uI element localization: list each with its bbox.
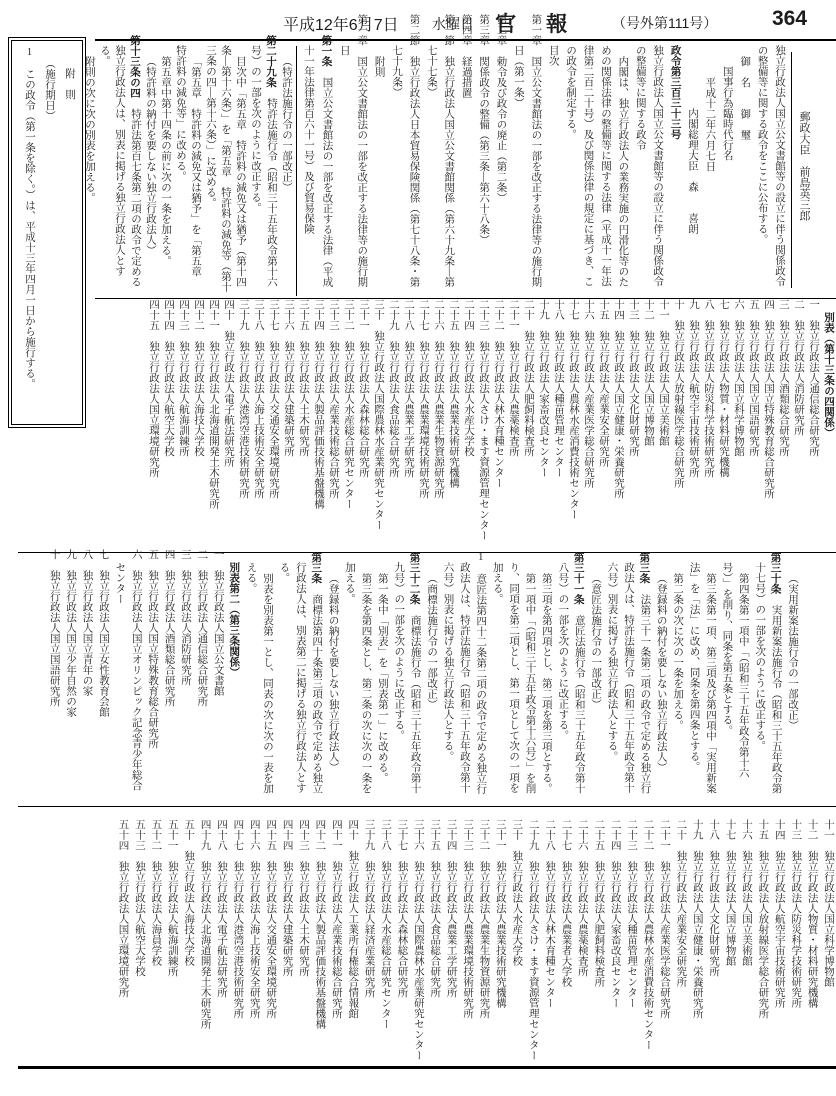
decree-paragraph: 第三項を第四項とし、第二項を第三項とする。	[540, 572, 552, 793]
corporation-list-item: 二十一 独立行政法人農薬検査所	[508, 299, 519, 457]
corporation-list-item: 三十一 独立行政法人農業技術研究機構	[494, 819, 506, 1009]
decree-paragraph: 「第五章 特許料の減免又は猶予」を「第五章 特許料の減免等」に改める。	[175, 45, 201, 287]
corporation-list-item: 十四 独立行政法人航空宇宙技術研究所	[773, 819, 785, 1009]
decree-paragraph: 独立行政法人国立公文書館等の設立に伴う関係政令の整備等に関する政令をここに公布する。	[756, 45, 785, 287]
corporation-list-item: 二十八 独立行政法人林木育種センター	[544, 819, 556, 1009]
corporation-list-item: 四十三 独立行政法人航海訓練所	[178, 299, 189, 457]
decree-paragraph: 第三十条 実用新案法施行令（昭和三十五年政令第十七号）の一部を次のように改正する。	[754, 551, 782, 793]
corporation-list-item: 三十一 独立行政法人森林総合研究所	[358, 299, 369, 478]
corporation-list-item: 四十八 独立行政法人電子航法研究所	[215, 819, 227, 998]
corporation-list-item: 十三 独立行政法人防災科学技術研究所	[790, 819, 802, 1009]
corporation-list-item: 二 独立行政法人消防研究所	[793, 299, 804, 436]
decree-paragraph: 第二条の次に次の一条を加える。	[672, 572, 684, 730]
appendix-table-1	[18, 299, 836, 548]
corporation-list-item: 二十九 独立行政法人さけ・ます資源管理センター	[527, 819, 539, 1061]
decree-paragraph: 政令第三百三十三号	[669, 45, 682, 140]
decree-paragraph: 独立行政法人国立公文書館等の設立に伴う関係政令の整備等に関する政令	[634, 45, 664, 287]
section-divider	[296, 46, 297, 296]
decree-paragraph: 内閣は、独立行政法人の業務実施の円滑化等のための関係法律の整備等に関する法律（平成十一年法律第二百二十号）及び関係法律の規定に基づき、この政令を制定する。	[565, 45, 629, 287]
corporation-list-item: 四十 独立行政法人工業所有権総合情報館	[347, 819, 359, 1019]
decree-paragraph: 第三条 商標法第四十条第三項の政令で定める独立行政法人は、別表第二に掲げる独立行政法人とする。	[278, 551, 323, 793]
corporation-list-item: 二十二 独立行政法人農林水産消費技術センター	[642, 819, 654, 1051]
corporation-list-item: 七 独立行政法人国立女性教育会館	[97, 549, 109, 718]
corporation-list-item: 三十八 独立行政法人海上技術安全研究所	[253, 299, 264, 499]
corporation-list-item: 三十三 独立行政法人産業技術総合研究所	[328, 299, 339, 499]
box-line: （施行期日）	[44, 57, 55, 121]
page-number: 364	[772, 7, 808, 30]
corporation-list-item: 四十六 独立行政法人海上技術安全研究所	[248, 819, 260, 1019]
corporation-list-item: 二十九 独立行政法人食品総合研究所	[388, 299, 399, 478]
corporation-list-item: 一 独立行政法人通信総合研究所	[808, 299, 819, 457]
corporation-list-item: 九 独立行政法人航空宇宙技術研究所	[688, 299, 699, 478]
corporation-list-item: 十八 独立行政法人文化財研究所	[708, 819, 720, 977]
corporation-list-item: 三十四 独立行政法人製品評価技術基盤機構	[313, 299, 324, 510]
decree-paragraph: 第三十二条 商標法施行令（昭和三十五年政令第十九号）の一部を次のように改正する。	[393, 551, 421, 793]
corporation-list-item: 四十 独立行政法人電子航法研究所	[223, 299, 234, 468]
corporation-list-item: 二十六 独立行政法人農薬検査所	[576, 819, 588, 977]
corporation-list-item: 十七 独立行政法人農林水産消費技術センター	[568, 299, 579, 520]
corporation-list-item: 七 独立行政法人物質・材料研究機構	[718, 299, 729, 478]
corporation-list-item: 六 独立行政法人国立科学博物館	[733, 299, 744, 457]
corporation-list-item: 三十五 独立行政法人食品総合研究所	[429, 819, 441, 998]
decree-paragraph: 第三条 法第三十一条第二項の政令で定める独立行政法人は、特許法施行令（昭和三十五年政令第十六号）別表に掲げる独立行政法人とする。	[606, 551, 651, 793]
decree-paragraph: 第四条第一項中「（昭和三十五年政令第十六号）」を削り、同条を第五条とする。	[721, 562, 749, 778]
corporation-list-item: 十六 独立行政法人国立美術館	[740, 819, 752, 967]
corporation-list-item: 四十四 独立行政法人航空大学校	[163, 299, 174, 457]
corporation-list-item: 二十 独立行政法人肥飼料検査所	[523, 299, 534, 457]
patent-order-amendment-section	[84, 34, 294, 296]
corporation-list-item: 三十七 独立行政法人交通安全環境研究所	[268, 299, 279, 499]
decree-paragraph: 第二十九条 特許法施行令（昭和三十五年政令第十六号）の一部を次のように改正する。	[250, 34, 277, 287]
corporation-list-item: 三十七 独立行政法人森林総合研究所	[396, 819, 408, 998]
corporation-list-item: 十一 独立行政法人国立科学博物館	[823, 819, 834, 988]
corporation-list-item: 四十五 独立行政法人国立環境研究所	[148, 299, 159, 478]
gazette-title: 官報	[495, 12, 597, 36]
corporation-list-item: 二十六 独立行政法人農業生物資源研究所	[433, 299, 444, 499]
corporation-list-item: 三 独立行政法人酒類総合研究所	[778, 299, 789, 457]
decree-paragraph: 第五章中第十四条の前に次の一条を加える。	[160, 55, 171, 266]
gazette-weekday: 水曜日	[432, 18, 474, 33]
decree-paragraph: 第四章 経過措置	[460, 13, 472, 98]
decree-paragraph: 1 意匠法第四十二条第二項の政令で定める独立行政法人は、特許法施行令（昭和三十五年政令第十六号）別表に掲げる独立行政法人とする。	[442, 551, 487, 794]
gazette-date: 平成12年6月7日	[283, 17, 399, 34]
corporation-list-item: 二十一 独立行政法人産業医学総合研究所	[658, 819, 670, 1019]
decree-paragraph: 第一章 国立公文書館法の一部を改正する法律等の施行期日	[338, 13, 368, 287]
corporation-list-item: 三 独立行政法人消防研究所	[179, 549, 191, 686]
corporation-list-item: 三十八 独立行政法人水産総合研究センター	[380, 819, 392, 1030]
corporation-list-item: 十二 独立行政法人国立博物館	[643, 299, 654, 447]
corporation-list-item: 三十四 独立行政法人農業工学研究所	[445, 819, 457, 998]
corporation-list-item: 五 独立行政法人国立特殊教育総合研究所	[147, 549, 159, 749]
decree-paragraph: 平成十二年六月七日	[704, 76, 716, 171]
decree-paragraph: （登録料の納付を要しない独立行政法人）	[655, 572, 667, 772]
corporation-list-item: 十七 独立行政法人国立博物館	[724, 819, 736, 967]
decree-paragraph: 第一節 独立行政法人国立公文書館関係（第六十九条―第七十七条）	[425, 13, 455, 287]
decree-paragraph: 第三十一条 意匠法施行令（昭和三十五年政令第十八号）の一部を次のように改正する。	[557, 551, 585, 793]
corporation-list-item: 十五 独立行政法人産業安全研究所	[598, 299, 609, 468]
corporation-list-item: 十五 独立行政法人放射線医学総合研究所	[757, 819, 769, 1019]
corporation-list-item: 四 独立行政法人国立特殊教育総合研究所	[763, 299, 774, 499]
decree-paragraph: 別表を別表第一とし、同表の次に次の一表を加える。	[245, 562, 273, 793]
corporation-list-item: 二十五 独立行政法人肥飼料検査所	[593, 819, 605, 988]
decree-paragraph: 第三章 関係政令の整備（第三条―第六十八条）	[478, 13, 490, 245]
corporation-list-item: 三十九 独立行政法人経済産業研究所	[363, 819, 375, 998]
corporation-list-item: 二十七 独立行政法人農業環境技術研究所	[418, 299, 429, 499]
decree-paragraph: （登録料の納付を要しない独立行政法人）	[327, 572, 339, 772]
decree-paragraph: （特許法施行令の一部改正）	[281, 55, 292, 192]
corporation-list-item: 四十四 独立行政法人建築研究所	[281, 819, 293, 977]
decree-paragraph: 第二章 勅令及び政令の廃止（第二条）	[495, 13, 507, 203]
corporation-list-item: 四十二 独立行政法人製品評価技術基盤機構	[314, 819, 326, 1030]
corporation-list-item: 十 独立行政法人国立国語研究所	[48, 549, 60, 707]
decree-paragraph: （特許料の納付を要しない独立行政法人）	[145, 55, 156, 255]
decree-paragraph: （意匠法施行令の一部改正）	[590, 572, 602, 709]
decree-paragraph: 第一項中「（昭和三十五年政令第十六号）」を削り、同項を第二項とし、第一項として次の一項を加える。	[491, 562, 536, 793]
corporation-list-item: 四 独立行政法人酒類総合研究所	[163, 549, 175, 707]
articles-30-32-section	[18, 549, 800, 798]
corporation-list-item: 十四 独立行政法人国立健康・栄養研究所	[613, 299, 624, 499]
corporation-list-item: 四十五 独立行政法人交通安全環境研究所	[265, 819, 277, 1019]
decree-paragraph: 第一条 国立公文書館法の一部を改正する法律（平成十一年法律第百六十一号）及び貿易保険	[303, 34, 333, 287]
corporation-list-item: 三十 独立行政法人国際農林水産業研究センター	[373, 299, 384, 531]
corporation-list-item: 九 独立行政法人国立少年自然の家	[65, 549, 77, 718]
corporation-list-item: 六 独立行政法人国立オリンピック記念青少年総合センター	[114, 549, 142, 791]
appendix-table-1-title: 別表（第十三条の四関係）	[823, 312, 835, 438]
decree-paragraph: 第三条を第四条とし、第二条の次に次の一条を加える。	[344, 562, 372, 793]
corporation-list-item: 二十三 独立行政法人さけ・ます資源管理センター	[478, 299, 489, 541]
corporation-list-item: 四十七 独立行政法人港湾空港技術研究所	[232, 819, 244, 1019]
corporation-list-item: 二十五 独立行政法人農業技術研究機構	[448, 299, 459, 489]
corporation-list-item: 十三 独立行政法人文化財研究所	[628, 299, 639, 457]
corporation-list-item: 五十一 独立行政法人航海訓練所	[166, 819, 178, 977]
corporation-list-item: 十九 独立行政法人家畜改良センター	[538, 299, 549, 478]
corporation-list-item: 十九 独立行政法人国立健康・栄養研究所	[691, 819, 703, 1019]
decree-paragraph: 内閣総理大臣 森 喜朗	[686, 108, 698, 234]
decree-paragraph: 御 名 御 璽	[739, 55, 751, 140]
corporation-list-item: 三十 独立行政法人水産大学校	[511, 819, 523, 967]
corporation-list-item: 三十六 独立行政法人国際農林水産業研究センター	[412, 819, 424, 1061]
decree-paragraph: 第一条中「別表」を「別表第一」に改める。	[376, 572, 388, 783]
corporation-list-item: 四十九 独立行政法人北海道開発土木研究所	[199, 819, 211, 1030]
corporation-list-item: 四十二 独立行政法人海技大学校	[193, 299, 204, 457]
decree-paragraph: 第一章 国立公文書館法の一部を改正する法律等の施行期日（第一条）	[512, 13, 542, 287]
decree-paragraph: 第十三条の四 特許法第百七条第二項の政令で定める独立行政法人は、別表に掲げる独立行政法人とする。	[99, 34, 141, 287]
corporation-list-item: 二十四 独立行政法人家畜改良センター	[609, 819, 621, 1009]
decree-paragraph: 国事行為臨時代行名	[721, 66, 733, 161]
corporation-list-item: 二十二 独立行政法人林木育種センター	[493, 299, 504, 489]
corporation-list-item: 十一 独立行政法人国立美術館	[658, 299, 669, 447]
band-divider-3	[18, 806, 836, 807]
decree-paragraph: 附則の次に次の別表を加える。	[84, 55, 95, 203]
corporation-list-item: 四十三 独立行政法人土木研究所	[298, 819, 309, 977]
corporation-list-item: 三十五 独立行政法人土木研究所	[298, 299, 309, 457]
corporation-list-item: 二十八 独立行政法人農業工学研究所	[403, 299, 414, 478]
corporation-list-item: 五 独立行政法人国立国語研究所	[748, 299, 759, 457]
decree-paragraph: 目次	[547, 45, 559, 66]
signature-divider	[791, 52, 792, 288]
corporation-list-item: 三十九 独立行政法人港湾空港技術研究所	[238, 299, 249, 499]
decree-paragraph: （実用新案法施行令の一部改正）	[787, 572, 798, 730]
page-bottom-rule	[18, 1066, 836, 1069]
corporation-list-item: 十二 独立行政法人物質・材料研究機構	[806, 819, 818, 1009]
corporation-list-item: 二十三 独立行政法人種苗管理センター	[626, 819, 638, 1009]
corporation-list-item: 五十三 独立行政法人航空大学校	[133, 819, 145, 977]
corporation-list-item: 二十七 独立行政法人農業者大学校	[560, 819, 572, 988]
corporation-list-item: 五十 独立行政法人海技大学校	[183, 819, 195, 967]
corporation-list-item: 十八 独立行政法人種苗管理センター	[553, 299, 564, 478]
corporation-list-item: 十 独立行政法人放射線医学総合研究所	[673, 299, 684, 489]
corporation-list-item: 一 独立行政法人国立公文書館	[212, 549, 224, 697]
appendix-table-2-continued	[18, 819, 836, 1066]
issue-number: （号外第111号）	[612, 15, 718, 31]
corporation-list-item: 五十四 独立行政法人国立環境研究所	[117, 819, 129, 998]
corporation-list-item: 四十一 独立行政法人北海道開発土木研究所	[208, 299, 219, 510]
corporation-list-item: 三十六 独立行政法人建築研究所	[283, 299, 294, 457]
minister-signature: 郵政大臣 前島英三郎	[798, 111, 810, 221]
decree-paragraph: （商標法施行令の一部改正）	[426, 572, 438, 709]
corporation-list-item: 二十 独立行政法人産業安全研究所	[675, 819, 687, 988]
decree-paragraph: 目次中「第五章 特許料の減免又は猶予（第十四条―第十六条）」を「第五章 特許料の減免等（第十三条の四―第十六条）」に改める。	[205, 45, 246, 292]
corporation-list-item: 三十二 独立行政法人農業生物資源研究所	[478, 819, 490, 1019]
decree-paragraph: 第二節 独立行政法人日本貿易保険関係（第七十八条・第七十九条）	[391, 13, 420, 287]
decree-paragraph: 第三条第一項、第三項及び第四項中「実用新案法」を「法」に改め、同条を第四条とする。	[688, 562, 716, 793]
corporation-list-item: 八 独立行政法人国立青年の家	[81, 549, 93, 697]
corporation-list-item: 二十四 独立行政法人水産大学校	[463, 299, 474, 457]
decree-paragraph: 別表第二（第三条関係）	[228, 562, 241, 678]
decree-paragraph: 附則	[373, 55, 385, 77]
corporation-list-item: 五十二 独立行政法人海員学校	[150, 819, 162, 967]
corporation-list-item: 八 独立行政法人防災科学技術研究所	[703, 299, 714, 478]
box-line: 1 この政令（第一条を除く。）は、平成十三年四月一日から施行する。	[24, 47, 35, 389]
previous-decree-signature	[794, 45, 814, 295]
corporation-list-item: 十六 独立行政法人産業医学総合研究所	[583, 299, 594, 489]
corporation-list-item: 三十二 独立行政法人水産総合研究センター	[343, 299, 354, 510]
corporation-list-item: 三十三 独立行政法人農業環境技術研究所	[462, 819, 474, 1019]
corporation-list-item: 四十一 独立行政法人産業技術総合研究所	[330, 819, 342, 1019]
box-line: 附 則	[64, 68, 75, 100]
corporation-list-item: 二 独立行政法人通信総合研究所	[196, 549, 208, 707]
